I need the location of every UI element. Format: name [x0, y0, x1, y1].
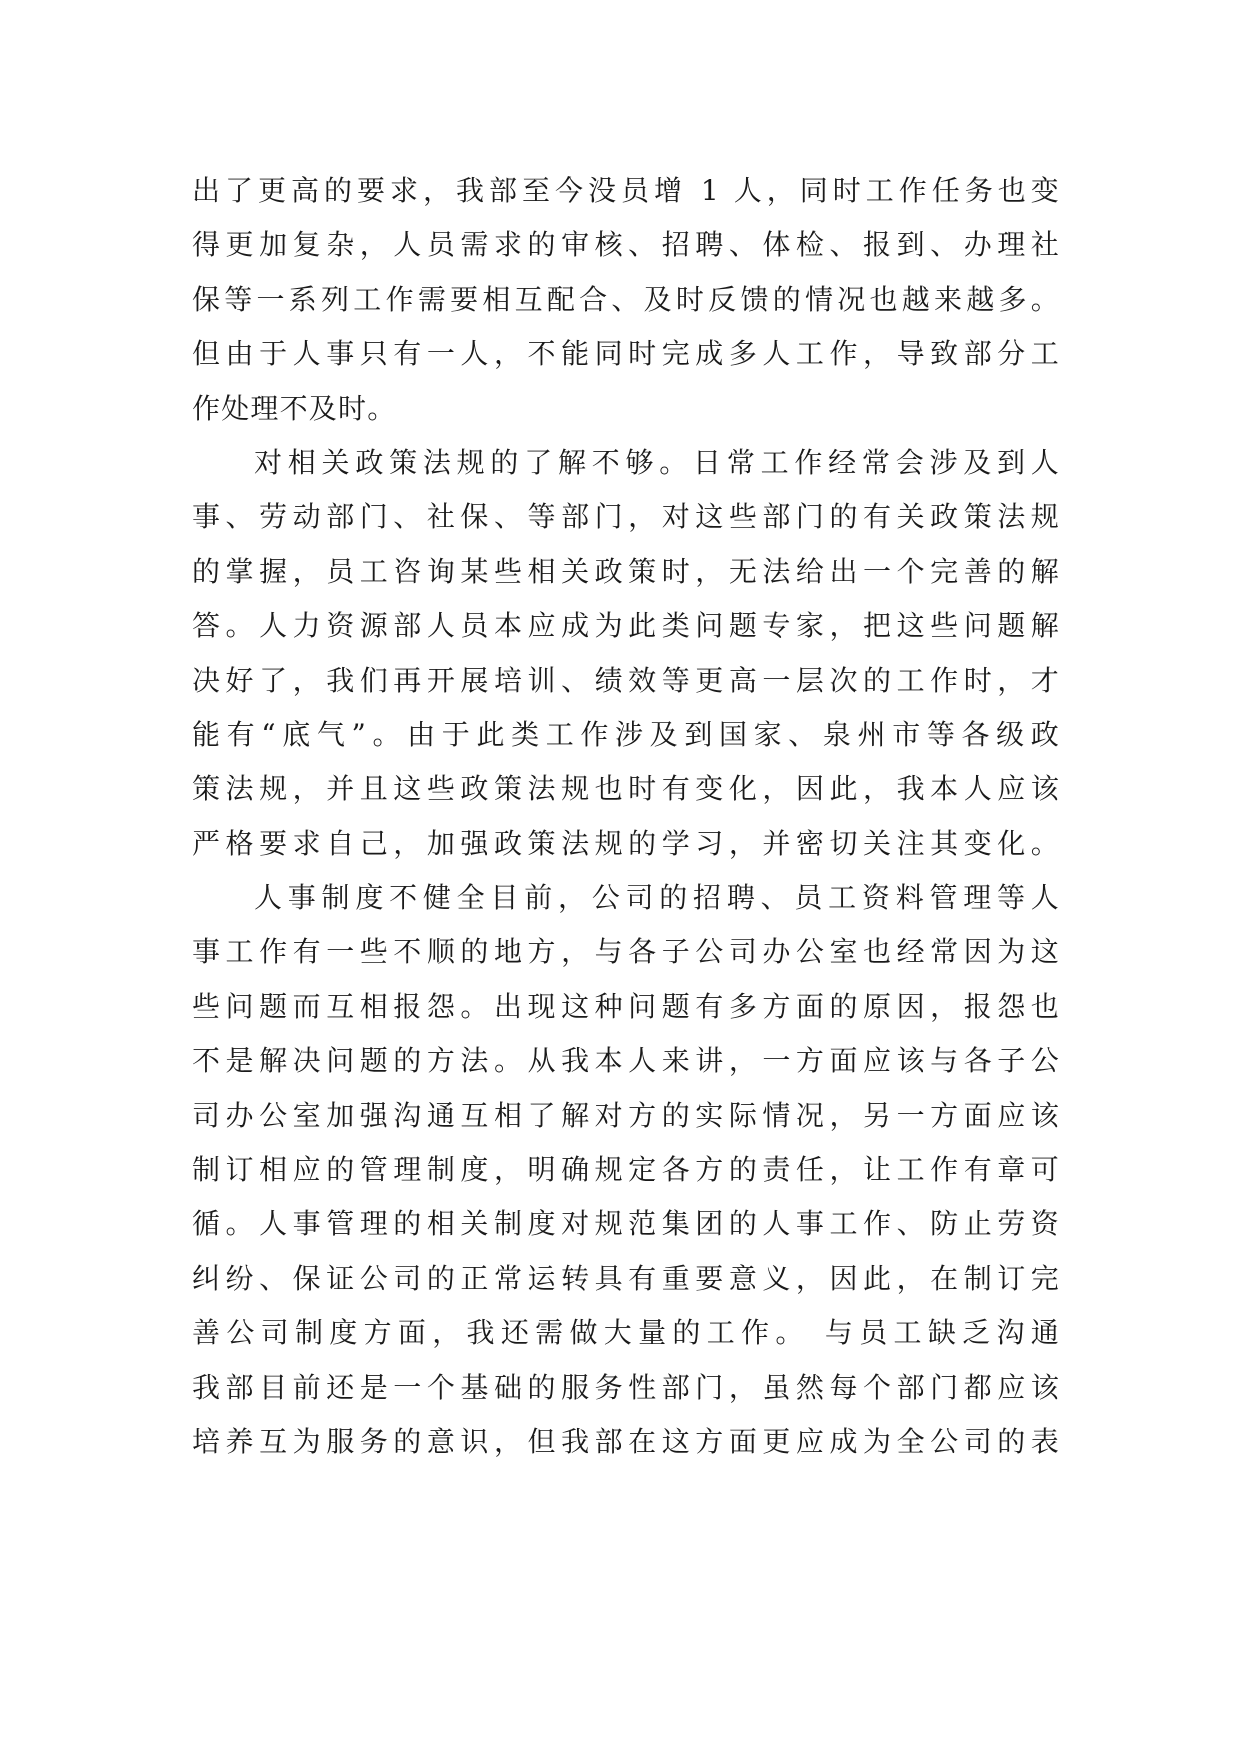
text-line: 事工作有一些不顺的地方，与各子公司办公室也经常因为这	[192, 935, 1060, 969]
text-line: 能有“底气”。由于此类工作涉及到国家、泉州市等各级政	[192, 717, 1060, 751]
text-line: 些问题而互相报怨。出现这种问题有多方面的原因，报怨也	[192, 989, 1060, 1023]
text-line: 善公司制度方面，我还需做大量的工作。 与员工缺乏沟通	[192, 1316, 1060, 1350]
paragraph-3	[192, 871, 1060, 1469]
text-line: 培养互为服务的意识，但我部在这方面更应成为全公司的表	[192, 1424, 1060, 1458]
text-line: 但由于人事只有一人，不能同时完成多人工作，导致部分工	[192, 337, 1060, 371]
text-line: 保等一系列工作需要相互配合、及时反馈的情况也越来越多。	[192, 282, 1060, 316]
text-line: 决好了，我们再开展培训、绩效等更高一层次的工作时，才	[192, 663, 1060, 697]
document-body	[192, 164, 1060, 1469]
text-line: 对相关政策法规的了解不够。日常工作经常会涉及到人	[254, 445, 1060, 479]
text-line: 司办公室加强沟通互相了解对方的实际情况，另一方面应该	[192, 1098, 1060, 1132]
text-line: 制订相应的管理制度，明确规定各方的责任，让工作有章可	[192, 1153, 1060, 1187]
text-line: 答。人力资源部人员本应成为此类问题专家，把这些问题解	[192, 609, 1060, 643]
text-line: 出了更高的要求，我部至今没员增 1 人，同时工作任务也变	[192, 174, 1060, 207]
text-line: 循。人事管理的相关制度对规范集团的人事工作、防止劳资	[192, 1207, 1060, 1241]
text-line: 我部目前还是一个基础的服务性部门，虽然每个部门都应该	[192, 1370, 1060, 1404]
text-line: 纠纷、保证公司的正常运转具有重要意义，因此，在制订完	[192, 1261, 1060, 1295]
text-line: 的掌握，员工咨询某些相关政策时，无法给出一个完善的解	[192, 554, 1060, 588]
text-line: 严格要求自己，加强政策法规的学习，并密切关注其变化。	[192, 826, 1060, 860]
text-line: 作处理不及时。	[192, 391, 397, 425]
text-line: 不是解决问题的方法。从我本人来讲，一方面应该与各子公	[192, 1044, 1060, 1078]
text-line: 得更加复杂，人员需求的审核、招聘、体检、报到、办理社	[192, 228, 1060, 262]
text-line: 事、劳动部门、社保、等部门，对这些部门的有关政策法规	[192, 500, 1060, 534]
paragraph-2	[192, 436, 1060, 871]
text-line: 人事制度不健全目前，公司的招聘、员工资料管理等人	[254, 881, 1060, 915]
paragraph-1	[192, 164, 1060, 436]
text-line: 策法规，并且这些政策法规也时有变化，因此，我本人应该	[192, 772, 1060, 806]
